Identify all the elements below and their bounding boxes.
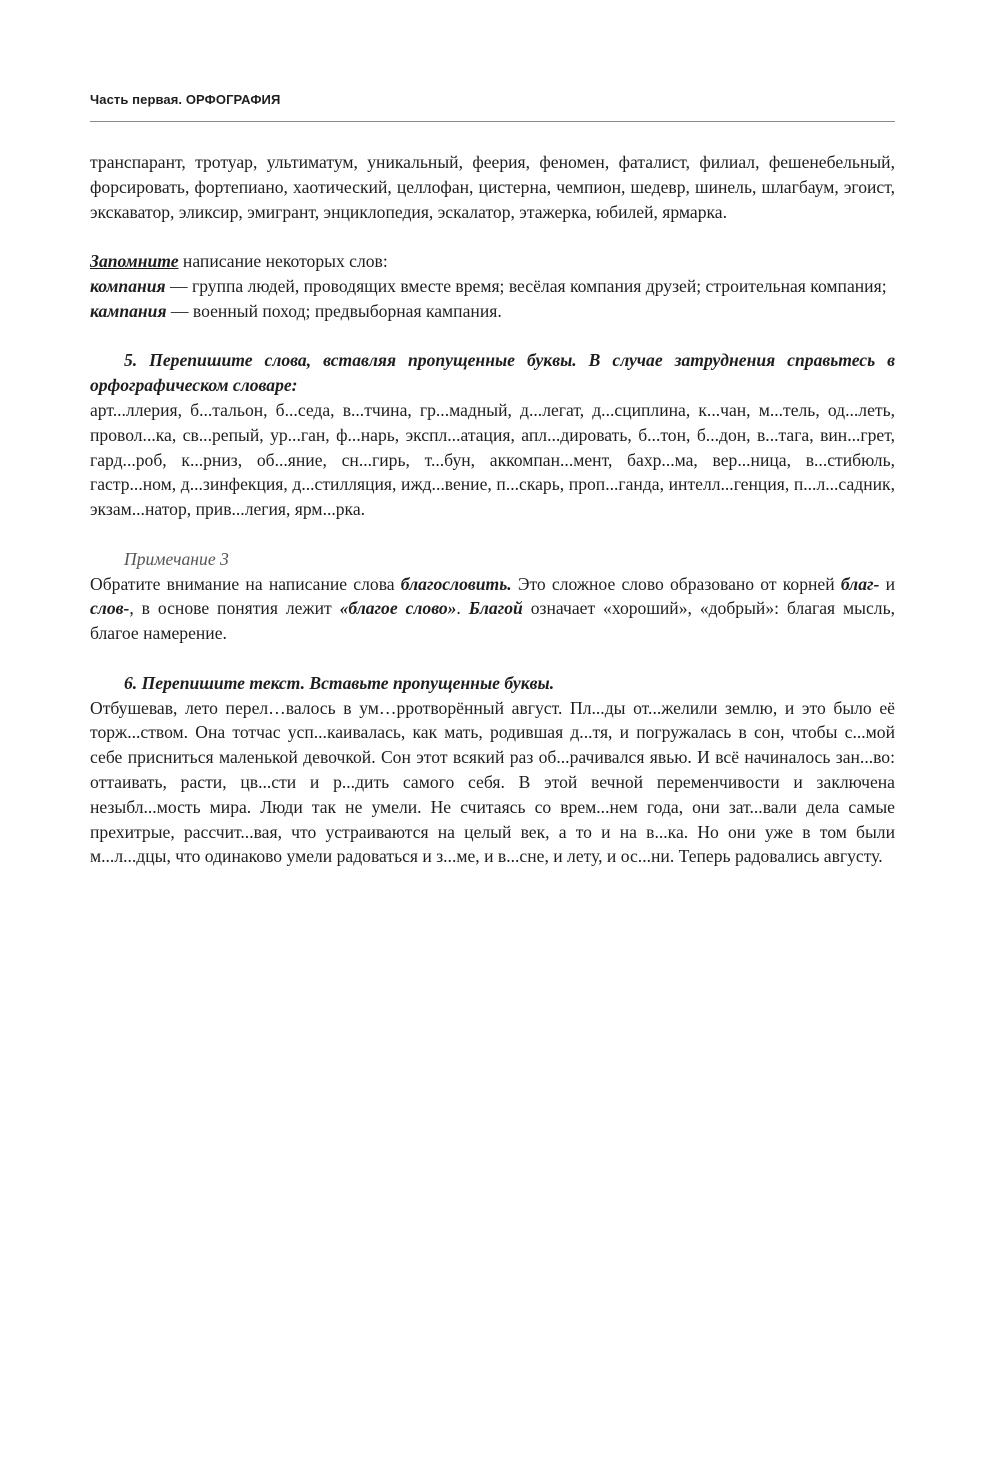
header-rule [90, 121, 895, 122]
definition-kompaniya: — группа людей, проводящих вместе время; весёлая компания друзей; строительная компания; [165, 275, 887, 296]
exercise-5-task: 5. Перепишите слова, вставляя пропущенные буквы. В случае затруднения справьтесь в орфографическом словаре: [90, 350, 895, 396]
exercise-6-task: 6. Перепишите текст. Вставьте пропущенные буквы. [124, 672, 555, 693]
note-3-label: Примечание 3 [124, 548, 229, 569]
remember-text: написание некоторых слов: [178, 251, 388, 272]
spacer [90, 522, 895, 547]
term-kompaniya: компания [90, 275, 166, 296]
spacer [90, 224, 895, 249]
running-head: Часть первая. ОРФОГРАФИЯ [90, 92, 281, 107]
remember-label: Запомните [90, 251, 179, 272]
phrase-blagoe-slovo: «благое слово» [339, 598, 457, 619]
note-3 [90, 547, 895, 646]
root-slov: слов- [90, 598, 130, 619]
exercise-5 [90, 348, 895, 522]
spacer [90, 646, 895, 671]
word-list: транспарант, тротуар, ультиматум, уникальный, феерия, феномен, фаталист, филиал, фешенебельный, форсировать, фортепиано, хаотический, целлофан, цистерна, чемпион, шедевр, шинель, шлагбаум, эгоист, экскаватор, эликсир, эмигрант, энциклопедия, эскалатор, этажерка, юбилей, ярмарка. [90, 152, 895, 222]
exercise-6-text: Отбушевав, лето перел…валось в ум…рротворённый август. Пл...ды от...желили землю, и это было её торж...ством. Она тотчас усп...каивалась, как мать, родившая д...тя, и погружалась в сон, чтобы с...мой себе присниться маленькой девочкой. Сон этот всякий раз об...рачивался явью. И всё начиналось зан...во: оттаивать, расти, цв...сти и р...дить самого себя. В этой вечной переменчивости и заключена незыбл...мость мира. Люди так не умели. Не считаясь со врем...нем года, они зат...вали дела самые прехитрые, рассчит...вая, что устраиваются на целый век, а то и на в...ка. Но они уже в том были м...л...дцы, что одинаково умели радоваться и з...ме, и в...сне, и лету, и ос...ни. Теперь радовались августу. [90, 697, 895, 867]
exercise-6 [90, 671, 895, 869]
word-blagoslovit: благословить. [400, 573, 512, 594]
definition-kampaniya: — военный поход; предвыборная кампания. [166, 300, 502, 321]
exercise-5-words: арт...ллерия, б...тальон, б...седа, в...тчина, гр...мадный, д...легат, д...сциплина, к...чан, м...тель, од...леть, провол...ка, св...репый, ур...ган, ф...нарь, экспл...атация, апл...дировать, б...тон, б...дон, в...тага, вин...грет, гард...роб, к...рниз, об...яние, сн...гирь, т...бун, аккомпан...мент, бахр...ма, вер...ница, в...стибюль, гастр...ном, д...зинфекция, д...стилляция, ижд...вение, п...скарь, проп...ганда, интелл...генция, п...л...садник, экзам...натор, прив...легия, ярм...рка. [90, 399, 895, 520]
term-kampaniya: кампания [90, 300, 167, 321]
spacer [90, 324, 895, 349]
page-content [90, 150, 895, 869]
root-blag: благ- [840, 573, 880, 594]
note-3-body: Обратите внимание на написание слова благословить. Это сложное слово образовано от корней благ- и слов-, в основе понятия лежит «благое слово». Благой означает «хороший», «добрый»: благая мысль, благое намерение. [90, 573, 896, 644]
remember-block [90, 249, 895, 323]
word-blagoy: Благой [468, 598, 523, 619]
